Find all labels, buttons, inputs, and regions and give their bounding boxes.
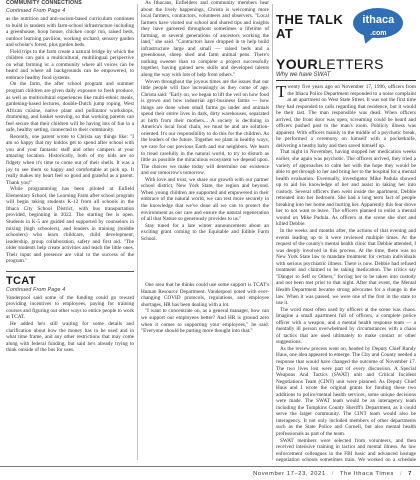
column-divider	[272, 4, 273, 460]
paragraph: as the nutrition and anti-racism-based curriculum continues to build in tandem with farm-school infrastructure including a greenhouse, hoop house, chicken coop/ run, raised beds, outdoor learning pavilion, working orchard, sensory garden and scholar's forest, plus garden beds.	[6, 16, 134, 49]
footer-separator: /	[331, 470, 334, 477]
paragraph: That night in November, having stopped her medication weeks earlier, she again was psychotic. The officers arrived, they tried a variety of approaches to calm her with the hope they would be able to get through to her and bring her to the hospital for a mental health evaluation. Eventually, investigator Mike Padula showed up to aid his knowledge of her and assist in taking her into custody. Several officers then went inside the apartment, Debbie retreated into her bedroom. She had a long term fact of people breaking into her home and hurting her. Apparently this fear drove her to not want to leave. The officers planned to enlist a mental wound on Mike Padula. As officers at the scene she shot and killed Debbie.	[276, 149, 416, 228]
tcat-article-continued	[141, 282, 269, 334]
column-middle	[141, 0, 269, 464]
footer-separator: /	[399, 470, 403, 477]
tcat-continued-label: Continued From Page 4	[6, 286, 66, 293]
column-divider	[137, 4, 138, 460]
community-continued-label: Continued From Page 4	[6, 8, 66, 14]
paragraph: As Ithacans, Enfielders and community members hear about the lively happenings, Christa is welcoming more local farmers, contractors, volunteers and observers. "Local farmers have visited our school and shared tips and insights they have garnered throughout sometimes a lifetime of farming, or several generations of ancestors working the land," she said. "Contractors have dropped in to help build infrastructure large and small — raised beds and a greenhouse, sheep shed and farm animal pens. There's nothing sweeter than to complete a project successfully together, having gained new skills and developed talents along the way with lots of help from others."	[141, 0, 269, 79]
community-article-body	[6, 16, 134, 265]
paragraph: One area that he thinks could use some support is TCAT's Human Resource Department. Vanderpool noted with ever-changing COVID protocols, regulations, and employee shortages, HR has been dealing with a lot.	[141, 282, 269, 308]
spacer	[141, 242, 269, 282]
letter-body	[276, 84, 416, 464]
talk-masthead	[276, 4, 416, 50]
talk-title: THE TALK AT	[276, 12, 344, 41]
paragraph: The word most often used by officers at the scene was chaos. Imagine a small apartment full of officers, a complete police officer with a weapon, and a mental health response team — a mentally ill person overwhelmed by circumstances with a chaos of tactics that are used ultimately to make contact or other suggestions.	[276, 306, 416, 346]
column-right	[276, 0, 416, 464]
paragraph: In the weeks and months after, the actions of that evening and events leading up to it were reviewed multiple times. At the request of the county's mental health clinic that Debbie attended, I was deeply involved in this process. At the time, there was no New York State law to mandate treatment for certain individuals with serious psychiatric illness. There is now. Debbie had refused treatment and claimed to be taking medication. The critics say "Danger to Self or Others," forcing her to be taken into custody and not been met prior to that night. After that event, the Mental Health Department became strong advocates for a change in the law. When it was passed, we were one of the first in the state to use it.	[276, 228, 416, 307]
paragraph: On the farm, the after school program and summer program children are given daily exposure to fresh produce, as well as multicultural experiences like multi-ethnic meals, gardening-based lectures, double-Dutch jump roping, West African cuisine, native plant and pollinator workshops, drumming, and basket weaving, so that working parents can feel secure that their children will be having lots of fun in a safe, healthy setting, connected to their community.	[6, 81, 134, 134]
page-footer	[0, 466, 420, 480]
paragraph: With love and trust, we share our growth with our partner school district, New York State, the region and beyond. When young children are supported and empowered in their embrace of the natural world, we can rest more securely in the knowledge that we've done all we can to protect the environment as our care and ensure the natural regeneration of all that Nature so generously provides to us."	[141, 176, 269, 223]
column-left	[6, 0, 134, 464]
tcat-section-header: TCAT	[6, 271, 134, 287]
community-article-continued	[141, 0, 269, 242]
paragraph: SWAT members were selected from volunteers, and then received intensive training in tactics and mental illness. As law enforcement colleagues in the FBI basic and advanced hostage negotiation schools sometimes train. We worked on a schedule	[276, 437, 416, 464]
paragraph: He added he's still waiting for some details and clarification about how the money has to be used and in what time frame, and any other restrictions that may come along with federal funding, but said he's already trying to think outside of the bus for uses.	[6, 320, 134, 354]
paragraph: Recently, one parent wrote to Christa say things like: "I am so happy that my kiddos get to spend after school with you and your fantastic staff and other campers at your amazing location. Historically, both of my kids are so fidgety when it's time to come out of their shells. It was a joy to see them so happy and comfortable at pick up. It really makes my heart feel so good and grateful as a parent. Thank you!"	[6, 133, 134, 186]
tcat-article-body	[6, 295, 134, 354]
paragraph: As the review process went on, headed by Deputy Chief Randy Haus, one idea appeared to emerge. The City and County needed a response that would have changed the outcome of November 17. The two lives lost were part of every discussion. A Special Weapons And Tactics (SWAT) unit and Critical Incident Negotiations Team (CINT) unit were planned. As Deputy Chief Haus and I wrote the original grants for funding these two additions to police/mental health services, some unique decisions were made. The SWAT team would be an interagency team including the Tompkins County Sheriff's Department, as it could serve the larger community. The CINT team would also be interagency. It not only included members of other departments such as the State Police and Cornell, but also mental health professionals as part of the team.	[276, 345, 416, 437]
drop-cap: T	[276, 82, 287, 101]
letters-title: YOURLETTERS	[276, 56, 384, 72]
paragraph: Stay tuned for a late winter announcement about an exciting grant coming to the Equitable and Edible Farm School.	[141, 222, 269, 242]
paragraph: Twenty five years ago on November 17, 1996, officers from the Ithaca Police Department responded to a noise complaint at an apartment on West State Street. It was not the first time they had responded to calls regarding that residence, but it would be their last. The man responsible was dead. When officers arrived, the front door was open, screaming could be heard and officers pushed past to the man's room. Publicly illness was apparent. With officers mainly in the middle of a psychotic break, he performed a ceremony on himself with a pocketknife, delivering a heathy baby and then saved himself up.	[276, 82, 416, 149]
paragraph: Woven throughout the joyous times are the issues that our little people will face increasingly as they come of age. Christa said: "Early on, we began to lift the veil on how food is grown and how industrial agri-business farms — how things are done when small farms go under and animals spend their entire lives in dark, dirty warehouses, separated at birth from their mothers... A society is declining in America's local food chain, we must be and are solution-oriented. It's our responsibility to do this for the children. As the leaders of the future. Together we plant in healthy ways, we care for our precious Earth and our neighbors. We learn to tread carefully in the natural world, to try to disturb as little as possible the miraculous ecosystem we depend upon. The choices we make today will determine our existence and our tomorrow's tomorrow.	[141, 78, 269, 177]
community-section-header: COMMUNITY CONNECTIONS	[6, 0, 82, 6]
paragraph: While programming has been piloted at Enfield Elementary School, the Learning Farm after school program will begin taking students K-12 from all schools in the Ithaca City School District, with bus transportation provided, beginning in 2022. The starting fee is open. Students in K-5 are guided and supported by counselors in mixing (high schoolers), and leaders in training (middle schoolers) who learn childcare, child development, leadership, group collaboration, safety and first aid. "The older students help create activities and teach the little ones. Their input and presence are vital to the success of the program."	[6, 186, 134, 265]
publication-name: The Ithaca Times	[339, 470, 394, 477]
paragraph: Vanderpool said some of the funding could go toward providing incentives to employees, paying for training courses and figuring out other ways to entice people to work at TCAT.	[6, 294, 134, 321]
letters-header	[276, 56, 416, 81]
ithaca-com-logo: ithaca .com	[349, 4, 407, 50]
paragraph: "I want to concentrate on, as a general manager, how can we support our employees better? And HR is ground zero when it comes to supporting your employees," he said. "Everyone should be putting more thought into that."	[141, 308, 269, 335]
issue-date: November 17–23, 2021	[253, 470, 326, 477]
letter-headline: Why we have SWAT	[276, 72, 416, 81]
paragraph: Field trips to the farm create a natural bridge by which the children can gain a multicultural, multilingual perspective on what farming is: a community where all voices can be heard and where all backgrounds can be empowered, to embrace healthy food systems.	[6, 48, 134, 81]
page-number: 7	[408, 470, 412, 477]
